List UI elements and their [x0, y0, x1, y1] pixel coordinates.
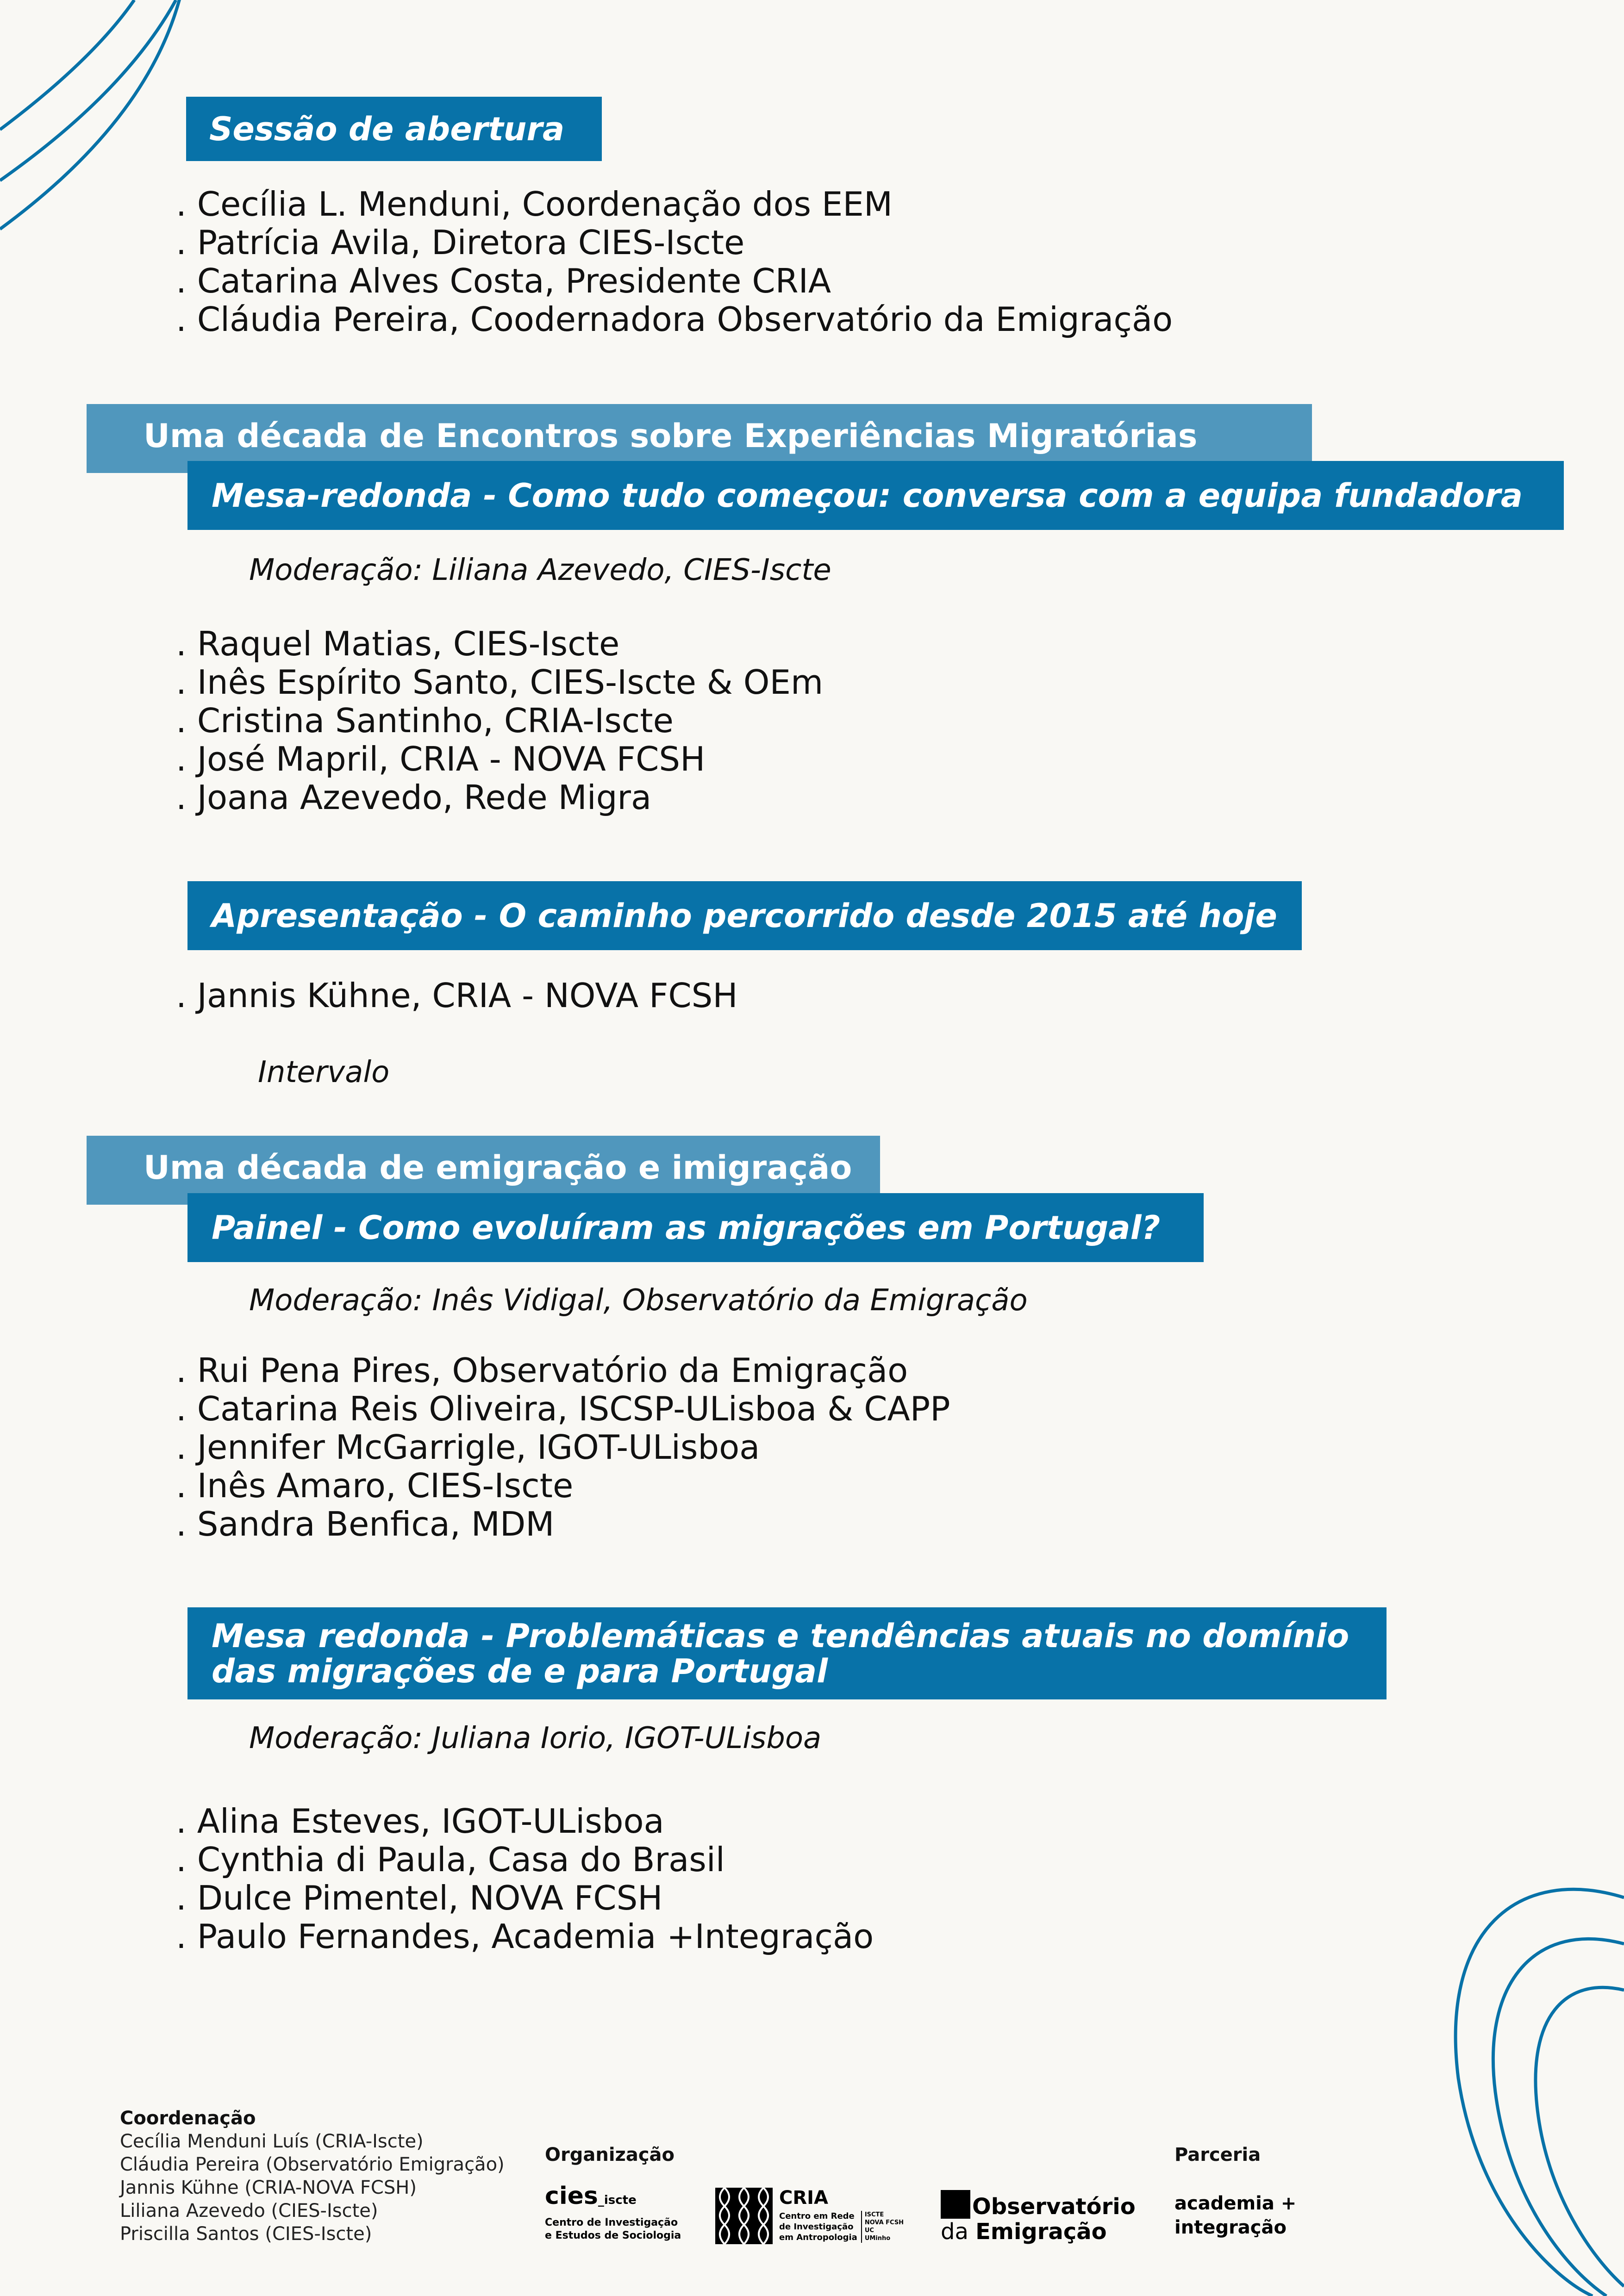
cies-logo: cies_iscte Centro de Investigação e Estudos de Sociologia	[545, 2182, 681, 2241]
opening-speakers-list	[176, 185, 1173, 339]
round-table-2-title-line2: das migrações de e para Portugal	[212, 1652, 828, 1690]
list-item: . Joana Azevedo, Rede Migra	[176, 778, 652, 817]
list-item: . Raquel Matias, CIES-Iscte	[176, 624, 620, 663]
presentation-header: Apresentação - O caminho percorrido desde 2015 até hoje	[187, 881, 1302, 950]
moderation-text: Moderação: Liliana Azevedo, CIES-Iscte	[249, 553, 831, 587]
list-item: . Cristina Santinho, CRIA-Iscte	[176, 701, 674, 740]
panel-header: Painel - Como evoluíram as migrações em Portugal?	[187, 1193, 1204, 1262]
list-item: Cecília Menduni Luís (CRIA-Iscte)	[120, 2131, 424, 2152]
list-item: . Cláudia Pereira, Coodernadora Observatório da Emigração	[176, 300, 1173, 339]
partnership-title: Parceria	[1174, 2144, 1261, 2165]
list-item: . Cynthia di Paula, Casa do Brasil	[176, 1840, 725, 1879]
list-item: . Jannis Kühne, CRIA - NOVA FCSH	[176, 976, 738, 1015]
list-item: Liliana Azevedo (CIES-Iscte)	[120, 2200, 378, 2221]
coordination-title: Coordenação	[120, 2108, 256, 2129]
round-table-1-speakers	[176, 625, 823, 817]
round-table-2-speakers	[176, 1802, 874, 1956]
list-item: Cláudia Pereira (Observatório Emigração)	[120, 2154, 505, 2175]
list-item: . Jennifer McGarrigle, IGOT-ULisboa	[176, 1428, 760, 1467]
list-item: Jannis Kühne (CRIA-NOVA FCSH)	[120, 2177, 417, 2198]
round-table-2-title-line1: Mesa redonda - Problemáticas e tendências atuais no domínio	[212, 1617, 1349, 1655]
coordination-block	[120, 2107, 505, 2246]
list-item: . Patrícia Avila, Diretora CIES-Iscte	[176, 223, 745, 262]
list-item: . Cecília L. Menduni, Coordenação dos EEM	[176, 185, 893, 224]
list-item: . Dulce Pimentel, NOVA FCSH	[176, 1879, 663, 1917]
break-label: Intervalo	[258, 1055, 390, 1089]
moderation-text: Moderação: Inês Vidigal, Observatório da Emigração	[249, 1283, 1028, 1318]
moderation-text: Moderação: Juliana Iorio, IGOT-ULisboa	[249, 1721, 822, 1755]
list-item: . Sandra Benfica, MDM	[176, 1505, 555, 1543]
list-item: . Catarina Reis Oliveira, ISCSP-ULisboa & CAPP	[176, 1389, 950, 1428]
panel-speakers	[176, 1351, 950, 1543]
section2-header: Uma década de emigração e imigração	[87, 1136, 880, 1205]
decorative-arcs-top-left	[0, 0, 194, 241]
observatorio-emigracao-logo: Observatório da Emigração	[941, 2190, 1136, 2245]
cria-pattern-icon	[715, 2188, 773, 2244]
list-item: . Inês Amaro, CIES-Iscte	[176, 1466, 574, 1505]
academia-integracao-logo: academia + integração	[1174, 2193, 1297, 2238]
list-item: Priscilla Santos (CIES-Iscte)	[120, 2223, 372, 2245]
list-item: . Catarina Alves Costa, Presidente CRIA	[176, 261, 831, 300]
oem-mark-icon	[941, 2190, 970, 2219]
section1-header: Uma década de Encontros sobre Experiências Migratórias	[87, 404, 1312, 473]
list-item: . Paulo Fernandes, Academia +Integração	[176, 1917, 874, 1956]
list-item: . Rui Pena Pires, Observatório da Emigração	[176, 1351, 908, 1390]
decorative-loops-bottom-right	[1333, 1879, 1624, 2296]
organization-title: Organização	[545, 2144, 675, 2165]
list-item: . Inês Espírito Santo, CIES-Iscte & OEm	[176, 663, 824, 702]
list-item: . José Mapril, CRIA - NOVA FCSH	[176, 740, 706, 778]
list-item: . Alina Esteves, IGOT-ULisboa	[176, 1802, 664, 1841]
cria-logo: CRIA Centro em Rede de Investigação em Antropologia ISCTE NOVA FCSH UC UMinho	[715, 2188, 904, 2244]
round-table-2-header	[187, 1607, 1387, 1699]
presentation-speakers	[176, 977, 738, 1015]
opening-session-header: Sessão de abertura	[186, 97, 602, 161]
round-table-1-header: Mesa-redonda - Como tudo começou: conversa com a equipa fundadora	[187, 461, 1564, 530]
